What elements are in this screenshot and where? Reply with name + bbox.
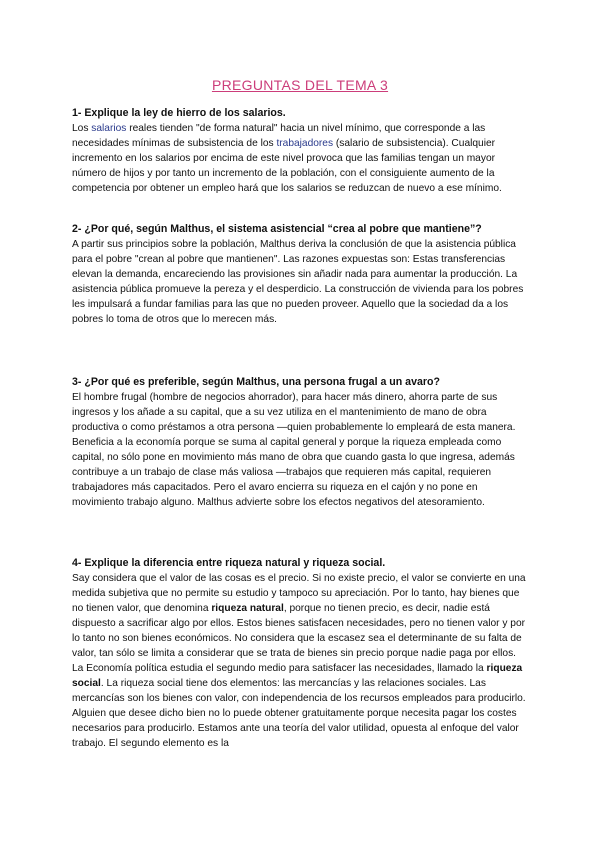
- question-2-answer: A partir sus principios sobre la población, Malthus deriva la conclusión de que la asistencia pública para el pobre "crean al pobre que mantienen". Las razones expuestas son: Estas transferencias elevan la demanda, encareciendo las provisiones sin añadir nada para aumentar la producción. La asistencia pública promueve la pereza y el desperdicio. La construcción de vivienda para los pobres les impulsará a fundar familias para las que no pueden proveer. Aquello que la sociedad da a los pobres lo toma de otros que lo merecen más.: [72, 239, 524, 325]
- question-4-answer-part-2: [72, 661, 532, 751]
- question-2: [72, 222, 532, 327]
- answer-text: , porque no tienen precio, es decir, nadie está dispuesto a sacrificar algo por ellos. Estos bienes satisfacen necesidades, pero no tienen valor y por lo tanto no son bienes económicos. No considera que la escasez sea el determinante de su falta de valor, tan sólo se limita a considerar que se trata de bienes sin precio porque nadie paga por ellos.: [72, 603, 526, 659]
- answer-text: reales tienden "de forma natural" hacia un nivel mínimo, que corresponde a las necesidades mínimas de subsistencia de los: [72, 123, 486, 149]
- riqueza-social-term: riqueza social: [72, 663, 523, 689]
- question-3-answer: El hombre frugal (hombre de negocios ahorrador), para hacer más dinero, ahorra parte de sus ingresos y los añade a su capital, que a su vez utiliza en el mantenimiento de mano de obra productiva o como préstamos a otra persona —quien probablemente lo empleará de esta manera. Beneficia a la economía porque se suma al capital general y porque la riqueza empleada como capital, no sólo pone en movimiento más mano de obra que cuando gasta lo que ingresa, además contribuye a un trabajo de clase más valiosa —trabajos que requieren más capital, requieren trabajadores más capacitados. Pero el avaro encierra su riqueza en el cajón y no pone en movimiento trabajo alguno. Malthus advierte sobre los efectos negativos del atesoramiento.: [72, 392, 516, 508]
- question-3-heading: 3- ¿Por qué es preferible, según Malthus, una persona frugal a un avaro?: [72, 376, 440, 388]
- question-1-answer: [72, 121, 532, 196]
- salarios-link[interactable]: salarios: [91, 123, 127, 134]
- question-1: [72, 106, 532, 196]
- question-1-heading: 1- Explique la ley de hierro de los salarios.: [72, 107, 286, 119]
- answer-text: Say considera que el valor de las cosas es el precio. Si no existe precio, el valor se convierte en una medida subjetiva que no permite su estudio y tampoco su apreciación. Por lo tanto, hay bienes que no tienen valor, que denomina: [72, 573, 526, 614]
- riqueza-natural-term: riqueza natural: [211, 603, 284, 614]
- question-3: [72, 375, 532, 510]
- question-4: [72, 556, 532, 751]
- answer-text: La Economía política estudia el segundo medio para satisfacer las necesidades, llamado la: [72, 663, 487, 674]
- question-4-heading: 4- Explique la diferencia entre riqueza natural y riqueza social.: [72, 557, 386, 569]
- answer-text: . La riqueza social tiene dos elementos: las mercancías y las relaciones sociales. Las mercancías son los bienes con valor, con independencia de los recursos empleados para producirlo. Alguien que desee dicho bien no lo puede obtener gratuitamente porque necesita pagar los costes necesarios para producirlo. Estamos ante una teoría del valor utilidad, opuesta al enfoque del valor trabajo. El segundo elemento es la: [72, 678, 526, 749]
- trabajadores-link[interactable]: trabajadores: [276, 138, 334, 149]
- page-title: PREGUNTAS DEL TEMA 3: [211, 77, 389, 93]
- question-2-heading: 2- ¿Por qué, según Malthus, el sistema asistencial “crea al pobre que mantiene”?: [72, 223, 482, 235]
- answer-text: (salario de subsistencia). Cualquier incremento en los salarios por encima de este nivel provoca que las familias tengan un mayor número de hijos y por tanto un incremento de la población, con el consiguiente aumento de la competencia por obtener un empleo hará que los salarios se reduzcan de nuevo a ese mínimo.: [72, 138, 502, 194]
- question-4-answer-part-1: [72, 571, 532, 661]
- answer-text: Los: [72, 123, 92, 134]
